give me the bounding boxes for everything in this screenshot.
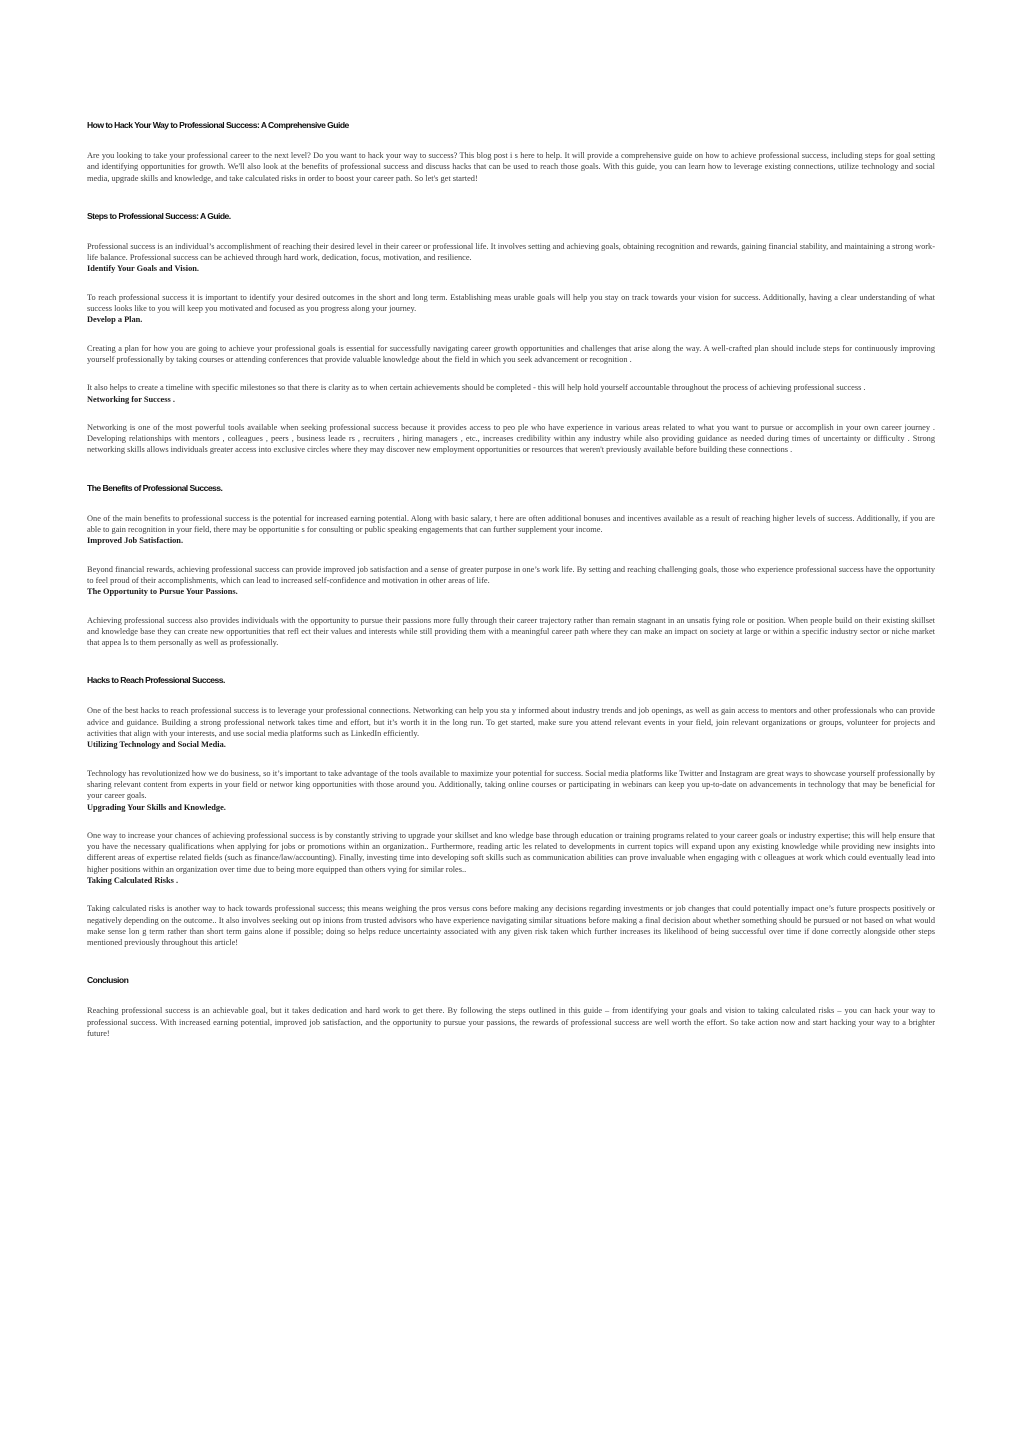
paragraph: Achieving professional success also provides individuals with the opportunity to pursue their passions more fully through their career trajectory rather than remain stagnant in an unsatis fying role or position. When people build on their existing skillset and knowledge base they can create new opportunities that refl ect their values and interests while still providing them with a meaningful career path where they can make an impact on society at large or within a specific industry sector or niche market that appea ls to them personally as well as professionally. [87, 615, 935, 648]
section-heading: Steps to Professional Success: A Guide. [87, 210, 231, 221]
section-heading: Conclusion [87, 975, 129, 986]
sub-heading: Networking for Success . [87, 394, 175, 404]
paragraph-block [87, 292, 935, 326]
sub-heading: Taking Calculated Risks . [87, 875, 179, 885]
paragraph: One of the main benefits to professional success is the potential for increased earning potential. Along with basic salary, t here are often additional bonuses and incentives available as a result of reaching higher levels of success. Additionally, if you are able to gain recognition in your field, there may be opportunitie s for consulting or public speaking engagements that can further supplement your income. [87, 513, 935, 535]
paragraph: One of the best hacks to reach professional success is to leverage your professional connections. Networking can help you sta y informed about industry trends and job openings, as well as gain access to mentors and other professionals who can provide advice and guidance. Building a strong professional network takes time and effort, but it’s worth it in the long run. To get started, make sure you attend relevant events in your field, join relevant organizations or groups, volunteer for projects and activities that align with your interests, and use social media platforms such as LinkedIn efficiently. [87, 706, 935, 739]
paragraph-block [87, 903, 935, 948]
sub-heading: Develop a Plan. [87, 315, 143, 325]
sub-heading: The Opportunity to Pursue Your Passions. [87, 587, 238, 597]
document-title: How to Hack Your Way to Professional Success: A Comprehensive Guide [87, 120, 349, 130]
sub-heading: Upgrading Your Skills and Knowledge. [87, 802, 226, 812]
sub-heading: Identify Your Goals and Vision. [87, 264, 199, 274]
paragraph: To reach professional success it is important to identify your desired outcomes in the short and long term. Establishing meas urable goals will help you stay on track towards your vision for success. Additionally, having a clear understanding of what success looks like to you will keep you motivated and focused as you progress along your journey. [87, 292, 935, 314]
section-heading: Hacks to Reach Professional Success. [87, 675, 225, 686]
paragraph: It also helps to create a timeline with specific milestones so that there is clarity as to when certain achievements should be completed - this will help hold yourself accountable throughout the process of achieving professional success . [87, 383, 866, 393]
intro-paragraph: Are you looking to take your professional career to the next level? Do you want to hack your way to success? This blog post i s here to help. It will provide a comprehensive guide on how to achieve professional success, including steps for goal setting and identifying opportunities for growth. We'll also look at the benefits of professional success and discuss hacks that can be used to reach those goals. With this guide, you can learn how to leverage existing connections, utilize technology and social media, upgrade skills and knowledge, and take calculated risks in order to boost your career path. So let's get started! [87, 151, 935, 183]
paragraph-block [87, 768, 935, 813]
paragraph: Networking is one of the most powerful tools available when seeking professional success because it provides access to peo ple who have experience in various areas related to what you want to pursue or accomplish in your own career journey . Developing relationships with mentors , colleagues , peers , business leade rs , recruiters , hiring managers , etc., increases credibility within any industry while also providing guidance as needed during times of uncertainty or difficulty . Strong networking skills allows individuals greater access into exclusive circles where they may discover new employment opportunities or resources that weren't previously available before building these connections . [87, 422, 935, 455]
paragraph: Technology has revolutionized how we do business, so it’s important to take advantage of the tools available to maximize your potential for success. Social media platforms like Twitter and Instagram are great ways to showcase yourself professionally by sharing relevant content from experts in your field or networ king opportunities with those around you. Additionally, taking online courses or participating in webinars can keep you up-to-date on advancements in technology that may be beneficial for your career goals. [87, 768, 935, 801]
sub-heading: Utilizing Technology and Social Media. [87, 740, 226, 750]
paragraph-block [87, 513, 935, 547]
paragraph: Professional success is an individual’s accomplishment of reaching their desired level in their career or professional life. It involves setting and achieving goals, obtaining recognition and rewards, gaining financial stability, and maintaining a strong work-life balance. Professional success can be achieved through hard work, dedication, focus, motivation, and resilience. [87, 241, 935, 263]
paragraph-block [87, 422, 935, 456]
sub-heading: Improved Job Satisfaction. [87, 536, 184, 546]
paragraph: One way to increase your chances of achieving professional success is by constantly striving to upgrade your skillset and kno wledge base through education or training programs related to your career goals or industry expertise; this will help ensure that you have the necessary qualifications when applying for jobs or promotions within an organization.. Furthermore, reading artic les related to developments in current topics will expand upon any existing knowledge while providing new insights into different areas of expertise related fields (such as finance/law/accounting). Finally, investing time into developing soft skills such as communication abilities can prove invaluable when engaging with c olleagues at work which could eventually lead into higher positions within an organization over time due to being more equipped than others vying for similar roles.. [87, 830, 935, 874]
section-heading: The Benefits of Professional Success. [87, 482, 223, 493]
paragraph: Beyond financial rewards, achieving professional success can provide improved job satisfaction and a sense of greater purpose in one’s work life. By setting and reaching challenging goals, those who experience professional success have the opportunity to feel proud of their accomplishments, which can lead to increased self-confidence and motivation in other areas of life. [87, 564, 935, 585]
paragraph: Reaching professional success is an achievable goal, but it takes dedication and hard work to get there. By following the steps outlined in this guide – from identifying your goals and vision to taking calculated risks – you can hack your way to professional success. With increased earning potential, improved job satisfaction, and the opportunity to pursue your passions, the rewards of professional success are well worth the effort. So take action now and start hacking your way to a brighter future! [87, 1006, 935, 1039]
paragraph-block [87, 343, 935, 366]
paragraph-block [87, 705, 935, 750]
paragraph-block [87, 1005, 935, 1039]
paragraph-block [87, 382, 935, 405]
paragraph-block [87, 564, 935, 598]
paragraph-block [87, 615, 935, 649]
paragraph: Creating a plan for how you are going to achieve your professional goals is essential for successfully navigating career growth opportunities and challenges that arise along the way. A well-crafted plan should include steps for continuously improving yourself professionally by taking courses or attending conferences that provide valuable knowledge about the field in which you seek advancement or recognition . [87, 343, 935, 364]
paragraph-block [87, 830, 935, 886]
paragraph: Taking calculated risks is another way to hack towards professional success; this means weighing the pros versus cons before making any decisions regarding investments or job changes that could potentially impact one’s future prospects positively or negatively depending on the outcome.. It also involves seeking out op inions from trusted advisors who have experience navigating similar situations before making a final decision about whether something should be pursued or not based on what would make sense lon g term rather than short term gains alone if possible; doing so helps reduce uncertainty associated with any given risk taken which further increases its likelihood of being successful over time if done correctly alongside other steps mentioned previously throughout this article! [87, 904, 935, 948]
paragraph-block [87, 241, 935, 275]
document-page [87, 119, 935, 1056]
